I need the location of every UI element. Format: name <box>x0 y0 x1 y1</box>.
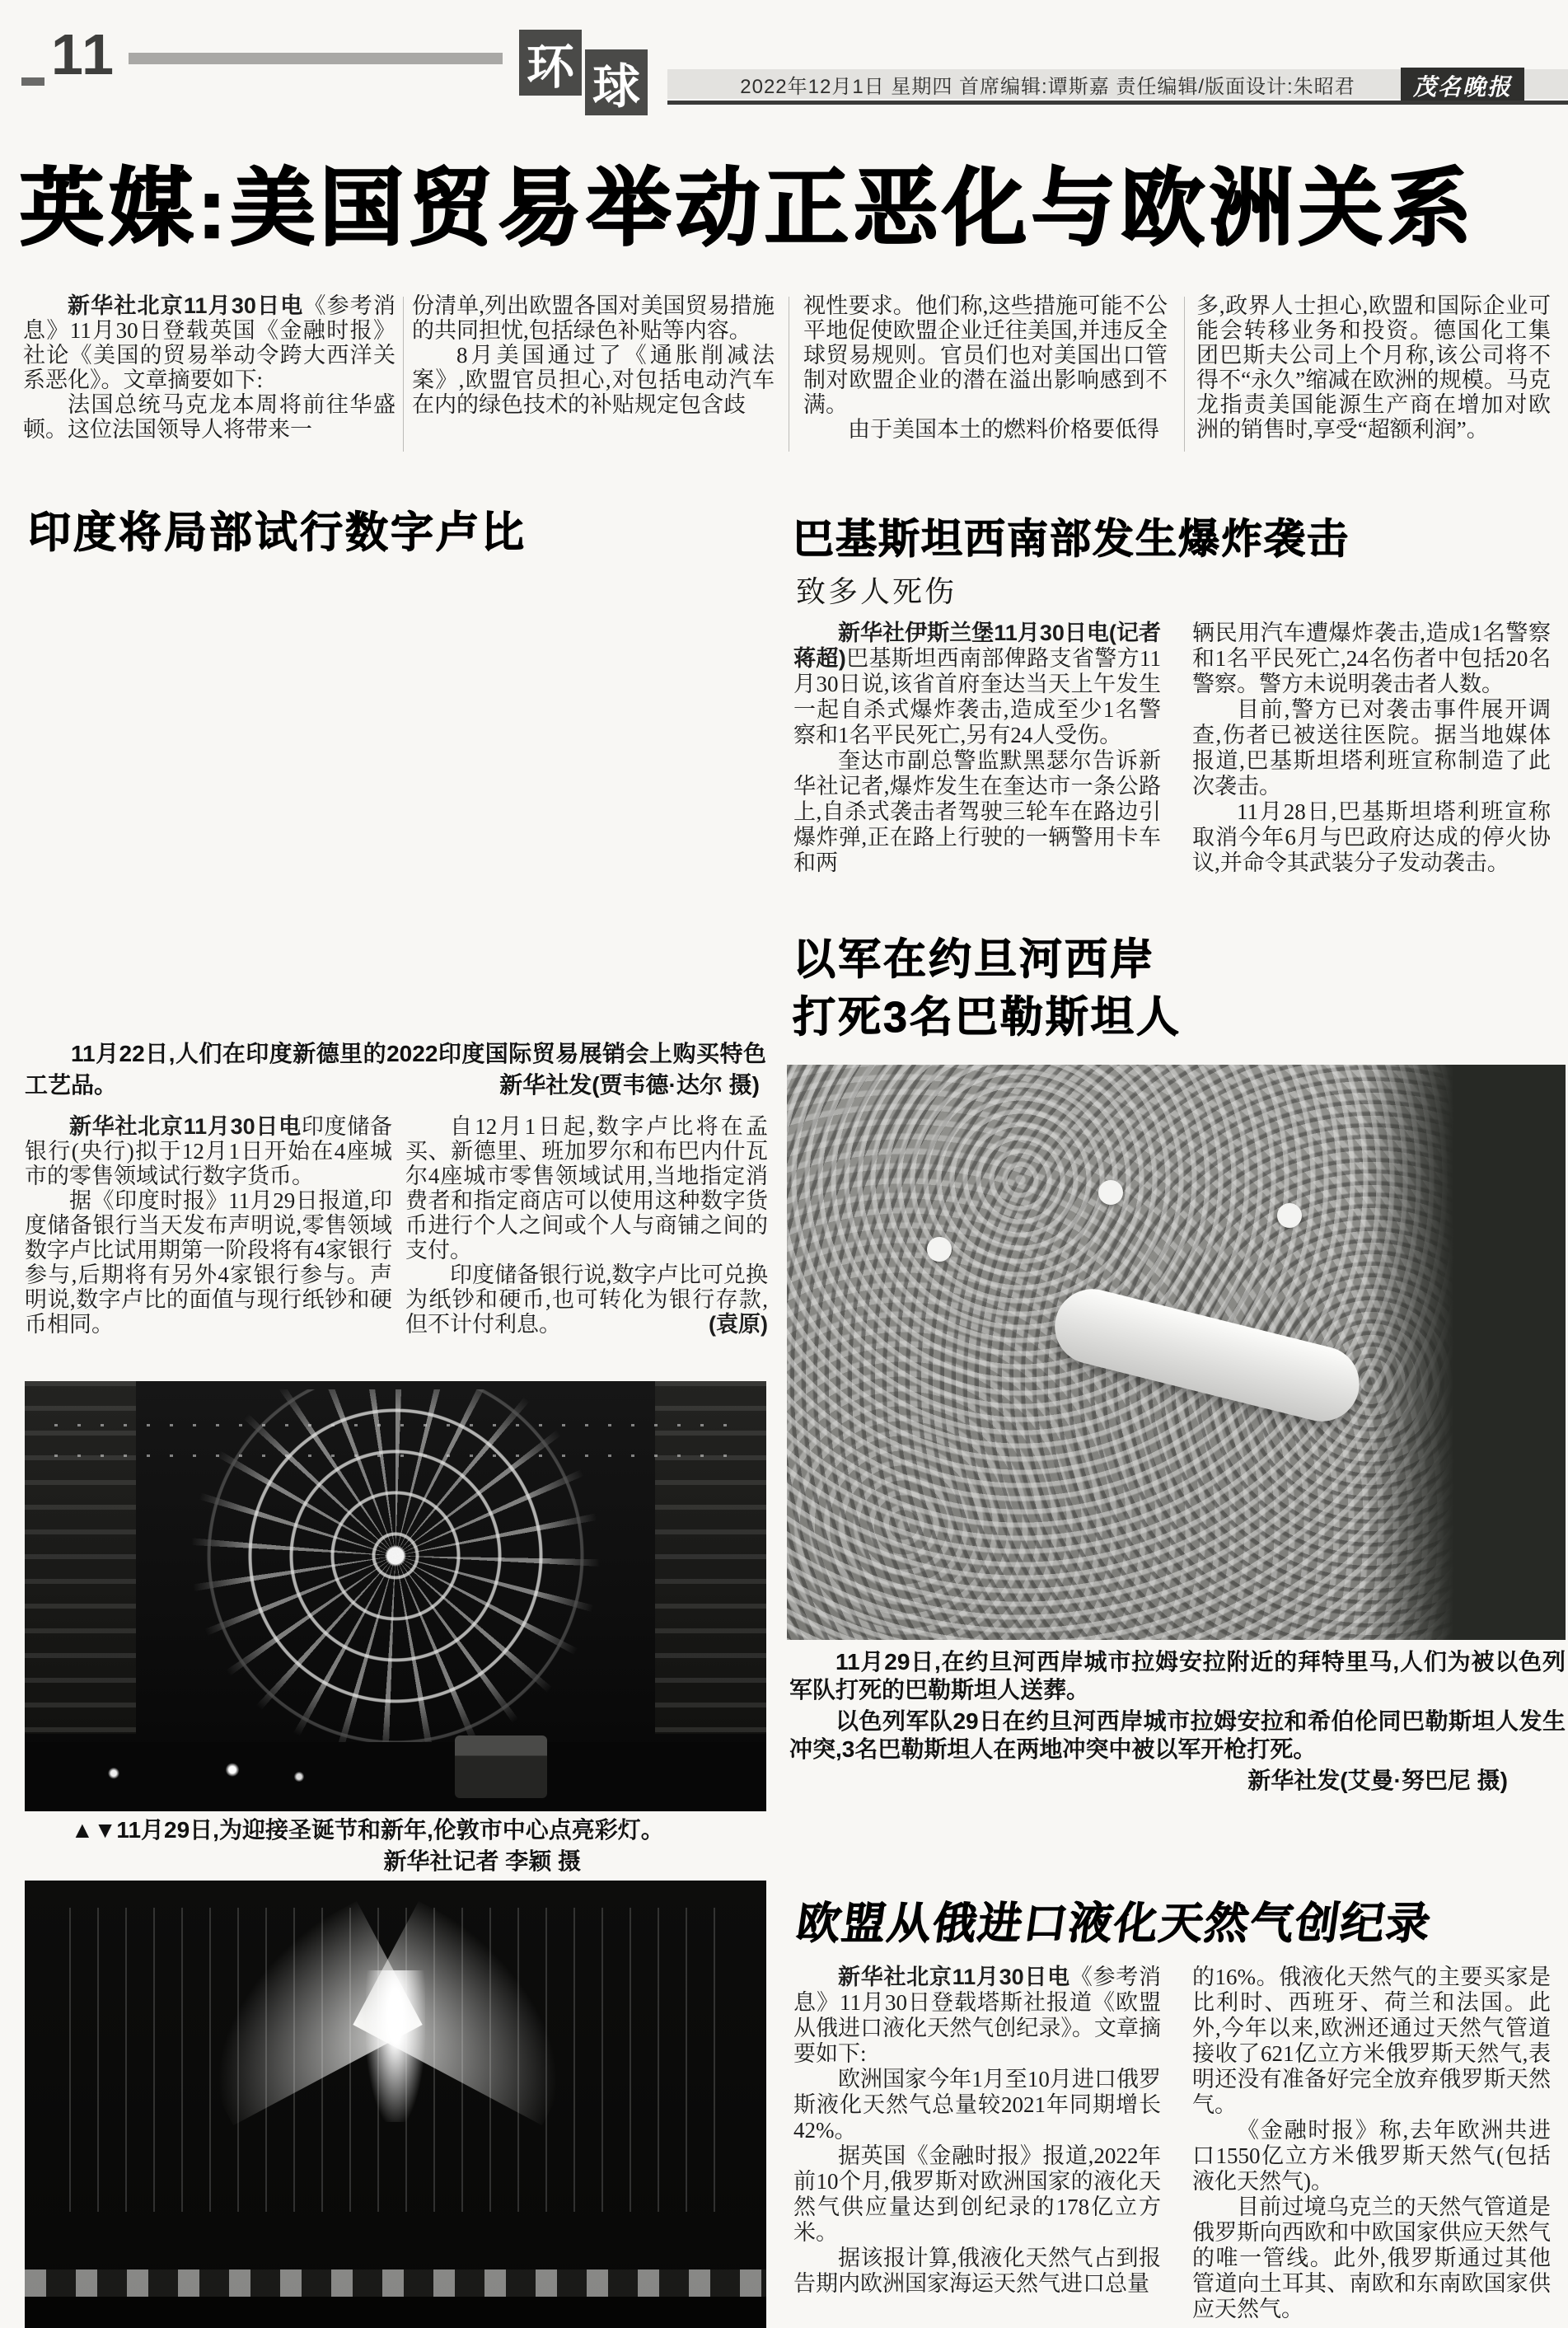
india-paragraph <box>405 1262 768 1337</box>
lng-paragraph: 目前过境乌克兰的天然气管道是俄罗斯向西欧和中欧国家供应天然气的唯一管线。此外,俄罗斯通过其他管道向土耳其、南欧和东南欧国家供应天然气。 <box>1192 2195 1551 2321</box>
pakistan-paragraph <box>793 621 1161 748</box>
caption-text <box>25 1038 766 1101</box>
caption-text: 以色列军队29日在约旦河西岸城市拉姆安拉和希伯伦同巴勒斯坦人发生冲突,3名巴勒斯坦人在两地冲突中被以军开枪打死。 <box>789 1708 1566 1762</box>
photo-foliage-shadow <box>1363 1065 1566 1640</box>
lng-paragraph: 据英国《金融时报》报道,2022年前10个月,俄罗斯对欧洲国家的液化天然气供应量达到创纪录的178亿立方米。 <box>793 2143 1161 2245</box>
pakistan-paragraph: 11月28日,巴基斯坦塔利班宣称取消今年6月与巴政府达成的停火协议,并命令其武装分子发动袭击。 <box>1192 799 1551 875</box>
header-rule <box>129 53 503 64</box>
lead-paragraph: 法国总统马克龙本周将前往华盛顿。这位法国领导人将带来一 <box>23 392 396 442</box>
photo-detail <box>927 1237 952 1262</box>
israel-headline <box>793 931 1182 1047</box>
india-paragraph: 据《印度时报》11月29日报道,印度储备银行当天发布声明说,零售领域数字卢比试用期第一阶段将有4家银行参与,后期将有另外4家银行参与。声明说,数字卢比的面值与现行纸钞和硬币相同。 <box>25 1188 392 1337</box>
lng-paragraph: 据该报计算,俄液化天然气占到报告期内欧洲国家海运天然气进口总量 <box>793 2246 1161 2296</box>
photo-shrouded-body <box>1047 1281 1368 1429</box>
photo-bus <box>455 1735 547 1798</box>
column-rule <box>1184 297 1185 452</box>
pakistan-subhead: 致多人死伤 <box>796 574 957 608</box>
india-headline: 印度将局部试行数字卢比 <box>28 509 527 557</box>
xinhua-dateline: 新华社北京11月30日电 <box>69 1114 302 1139</box>
lng-paragraph: 的16%。俄液化天然气的主要买家是比利时、西班牙、荷兰和法国。此外,今年以来,欧洲还通过天然气管道接收了621亿立方米俄罗斯天然气,表明还没有准备好完全放弃俄罗斯天然气。 <box>1192 1965 1551 2117</box>
page-number: 11 <box>51 22 115 87</box>
xinhua-dateline: 新华社北京11月30日电 <box>838 1965 1070 1989</box>
israel-photo-caption <box>789 1648 1566 1798</box>
section-char-1: 环 <box>526 40 574 94</box>
pakistan-paragraph: 辆民用汽车遭爆炸袭击,造成1名警察和1名平民死亡,24名伤者中包括20名警察。警方未说明袭击者人数。 <box>1192 621 1551 696</box>
pakistan-paragraph-text: 巴基斯坦西南部俾路支省警方11月30日说,该省首府奎达当天上午发生一起自杀式爆炸袭击,造成至少1名警察和1名平民死亡,另有24人受伤。 <box>793 646 1161 747</box>
lng-headline: 欧盟从俄进口液化天然气创纪录 <box>793 1899 1435 1948</box>
lead-paragraph: 多,政界人士担心,欧盟和国际企业可能会转移业务和投资。德国化工集团巴斯夫公司上个月称,该公司将不得不“永久”缩减在欧洲的规模。马克龙指责美国能源生产商在增加对欧洲的销售时,享受“超额利润”。 <box>1196 293 1551 442</box>
reporter-byline: (袁原) <box>709 1312 768 1337</box>
photo-light-string <box>54 1454 737 1457</box>
lead-paragraph <box>23 293 396 392</box>
london-lights-angel-photo <box>25 1881 766 2328</box>
lead-column-1 <box>23 293 396 442</box>
india-paragraph: 自12月1日起,数字卢比将在孟买、新德里、班加罗尔和布巴内什瓦尔4座城市零售领域试用,当地指定消费者和指定商店可以使用这种数字货币进行个人之间或个人与商铺之间的支付。 <box>405 1114 768 1262</box>
lng-column-2 <box>1192 1965 1551 2322</box>
pakistan-paragraph: 奎达市副总警监默黑瑟尔告诉新华社记者,爆炸发生在奎达市一条公路上,自杀式袭击者驾驶三轮车在路边引爆炸弹,正在路上行驶的一辆警用卡车和两 <box>793 748 1161 875</box>
xinhua-dateline: 新华社伊斯兰堡11月30日电(记者蒋超) <box>793 621 1161 671</box>
india-column-2 <box>405 1114 768 1337</box>
photo-street <box>25 1742 766 1811</box>
section-char-2: 球 <box>592 60 640 114</box>
masthead-text: 茂名晚报 <box>1412 75 1512 101</box>
pakistan-column-2 <box>1192 621 1551 876</box>
india-paragraph <box>25 1114 392 1188</box>
pakistan-column-1 <box>793 621 1161 876</box>
lead-headline: 英媒:美国贸易举动正恶化与欧洲关系 <box>20 162 1477 255</box>
masthead-logo <box>1401 68 1524 104</box>
lead-column-4 <box>1196 293 1551 442</box>
section-badge-2 <box>585 49 648 115</box>
india-paragraph-text: 印度储备银行说,数字卢比可兑换为纸钞和硬币,也可转化为银行存款,但不计付利息。 <box>405 1262 768 1337</box>
photo-angel-body <box>366 1970 425 2123</box>
photo-detail <box>1098 1180 1123 1205</box>
lng-paragraph <box>793 1965 1161 2067</box>
photo-shopfronts <box>25 2269 766 2297</box>
caption-text <box>25 1815 766 1874</box>
photo-light-arch <box>129 1389 662 1750</box>
lead-paragraph: 8月美国通过了《通胀削减法案》,欧盟官员担心,对包括电动汽车在内的绿色技术的补贴规定包含歧 <box>412 343 775 417</box>
pakistan-paragraph: 目前,警方已对袭击事件展开调查,伤者已被送往医院。据当地媒体报道,巴基斯坦塔利班宣称制造了此次袭击。 <box>1192 697 1551 799</box>
photo-building <box>655 1381 766 1734</box>
london-photo-caption <box>25 1815 766 1877</box>
edition-dateline: 2022年12月1日 星期四 首席编辑:谭斯嘉 责任编辑/版面设计:朱昭君 <box>740 75 1355 98</box>
india-photo-caption <box>25 1038 766 1101</box>
caption-sentence: 11月22日,人们在印度新德里的2022印度国际贸易展销会上购买特色工艺品。 <box>25 1041 766 1098</box>
photo-light-string <box>54 1424 737 1426</box>
lead-paragraph: 份清单,列出欧盟各国对美国贸易措施的共同担忧,包括绿色补贴等内容。 <box>412 293 775 343</box>
section-badge-1 <box>519 30 582 96</box>
photo-building <box>25 1381 136 1734</box>
column-rule <box>403 297 404 452</box>
lng-column-1 <box>793 1965 1161 2297</box>
pakistan-headline: 巴基斯坦西南部发生爆炸袭击 <box>793 516 1350 562</box>
photo-road <box>25 2297 766 2328</box>
lead-paragraph-text: 《参考消息》11月30日登载英国《金融时报》社论《美国的贸易举动令跨大西洋关系恶化》。文章摘要如下: <box>23 293 396 392</box>
page-number-dash <box>21 77 44 86</box>
xinhua-dateline: 新华社北京11月30日电 <box>68 293 304 318</box>
israel-headline-line1: 以军在约旦河西岸 <box>793 936 1156 984</box>
lng-paragraph: 《金融时报》称,去年欧洲共进口1550亿立方米俄罗斯天然气(包括液化天然气)。 <box>1192 2118 1551 2194</box>
lead-column-2 <box>412 293 775 417</box>
lng-paragraph: 欧洲国家今年1月至10月进口俄罗斯液化天然气总量较2021年同期增长42%。 <box>793 2067 1161 2143</box>
photo-credit: 新华社记者 李颖 摄 <box>383 1848 581 1874</box>
lead-paragraph: 视性要求。他们称,这些措施可能不公平地促使欧盟企业迁往美国,并违反全球贸易规则。官员们也对美国出口管制对欧盟企业的潜在溢出影响感到不满。 <box>803 293 1168 417</box>
photo-credit: 新华社发(贾韦德·达尔 摄) <box>499 1072 760 1098</box>
israel-headline-line2: 打死3名巴勒斯坦人 <box>793 994 1182 1042</box>
caption-text: 11月29日,在约旦河西岸城市拉姆安拉附近的拜特里马,人们为被以色列军队打死的巴勒斯坦人送葬。 <box>789 1649 1566 1703</box>
lead-paragraph: 由于美国本土的燃料价格要低得 <box>848 417 1159 442</box>
photo-detail <box>1277 1203 1302 1228</box>
photo-credit: 新华社发(艾曼·努巴尼 摄) <box>1247 1768 1508 1793</box>
west-bank-funeral-photo <box>787 1065 1566 1640</box>
india-paragraph-text: 印度储备银行(央行)拟于12月1日开始在4座城市的零售领域试行数字货币。 <box>25 1114 393 1188</box>
header-divider <box>667 101 1568 105</box>
lead-column-3 <box>803 293 1168 442</box>
caption-sentence: ▲▼11月29日,为迎接圣诞节和新年,伦敦市中心点亮彩灯。 <box>71 1817 664 1843</box>
india-column-1 <box>25 1114 392 1337</box>
lng-paragraph-text: 《参考消息》11月30日登载塔斯社报道《欧盟从俄进口液化天然气创纪录》。文章摘要如下: <box>793 1965 1162 2066</box>
india-trade-fair-photo <box>25 573 766 1026</box>
london-lights-arch-photo <box>25 1381 766 1811</box>
